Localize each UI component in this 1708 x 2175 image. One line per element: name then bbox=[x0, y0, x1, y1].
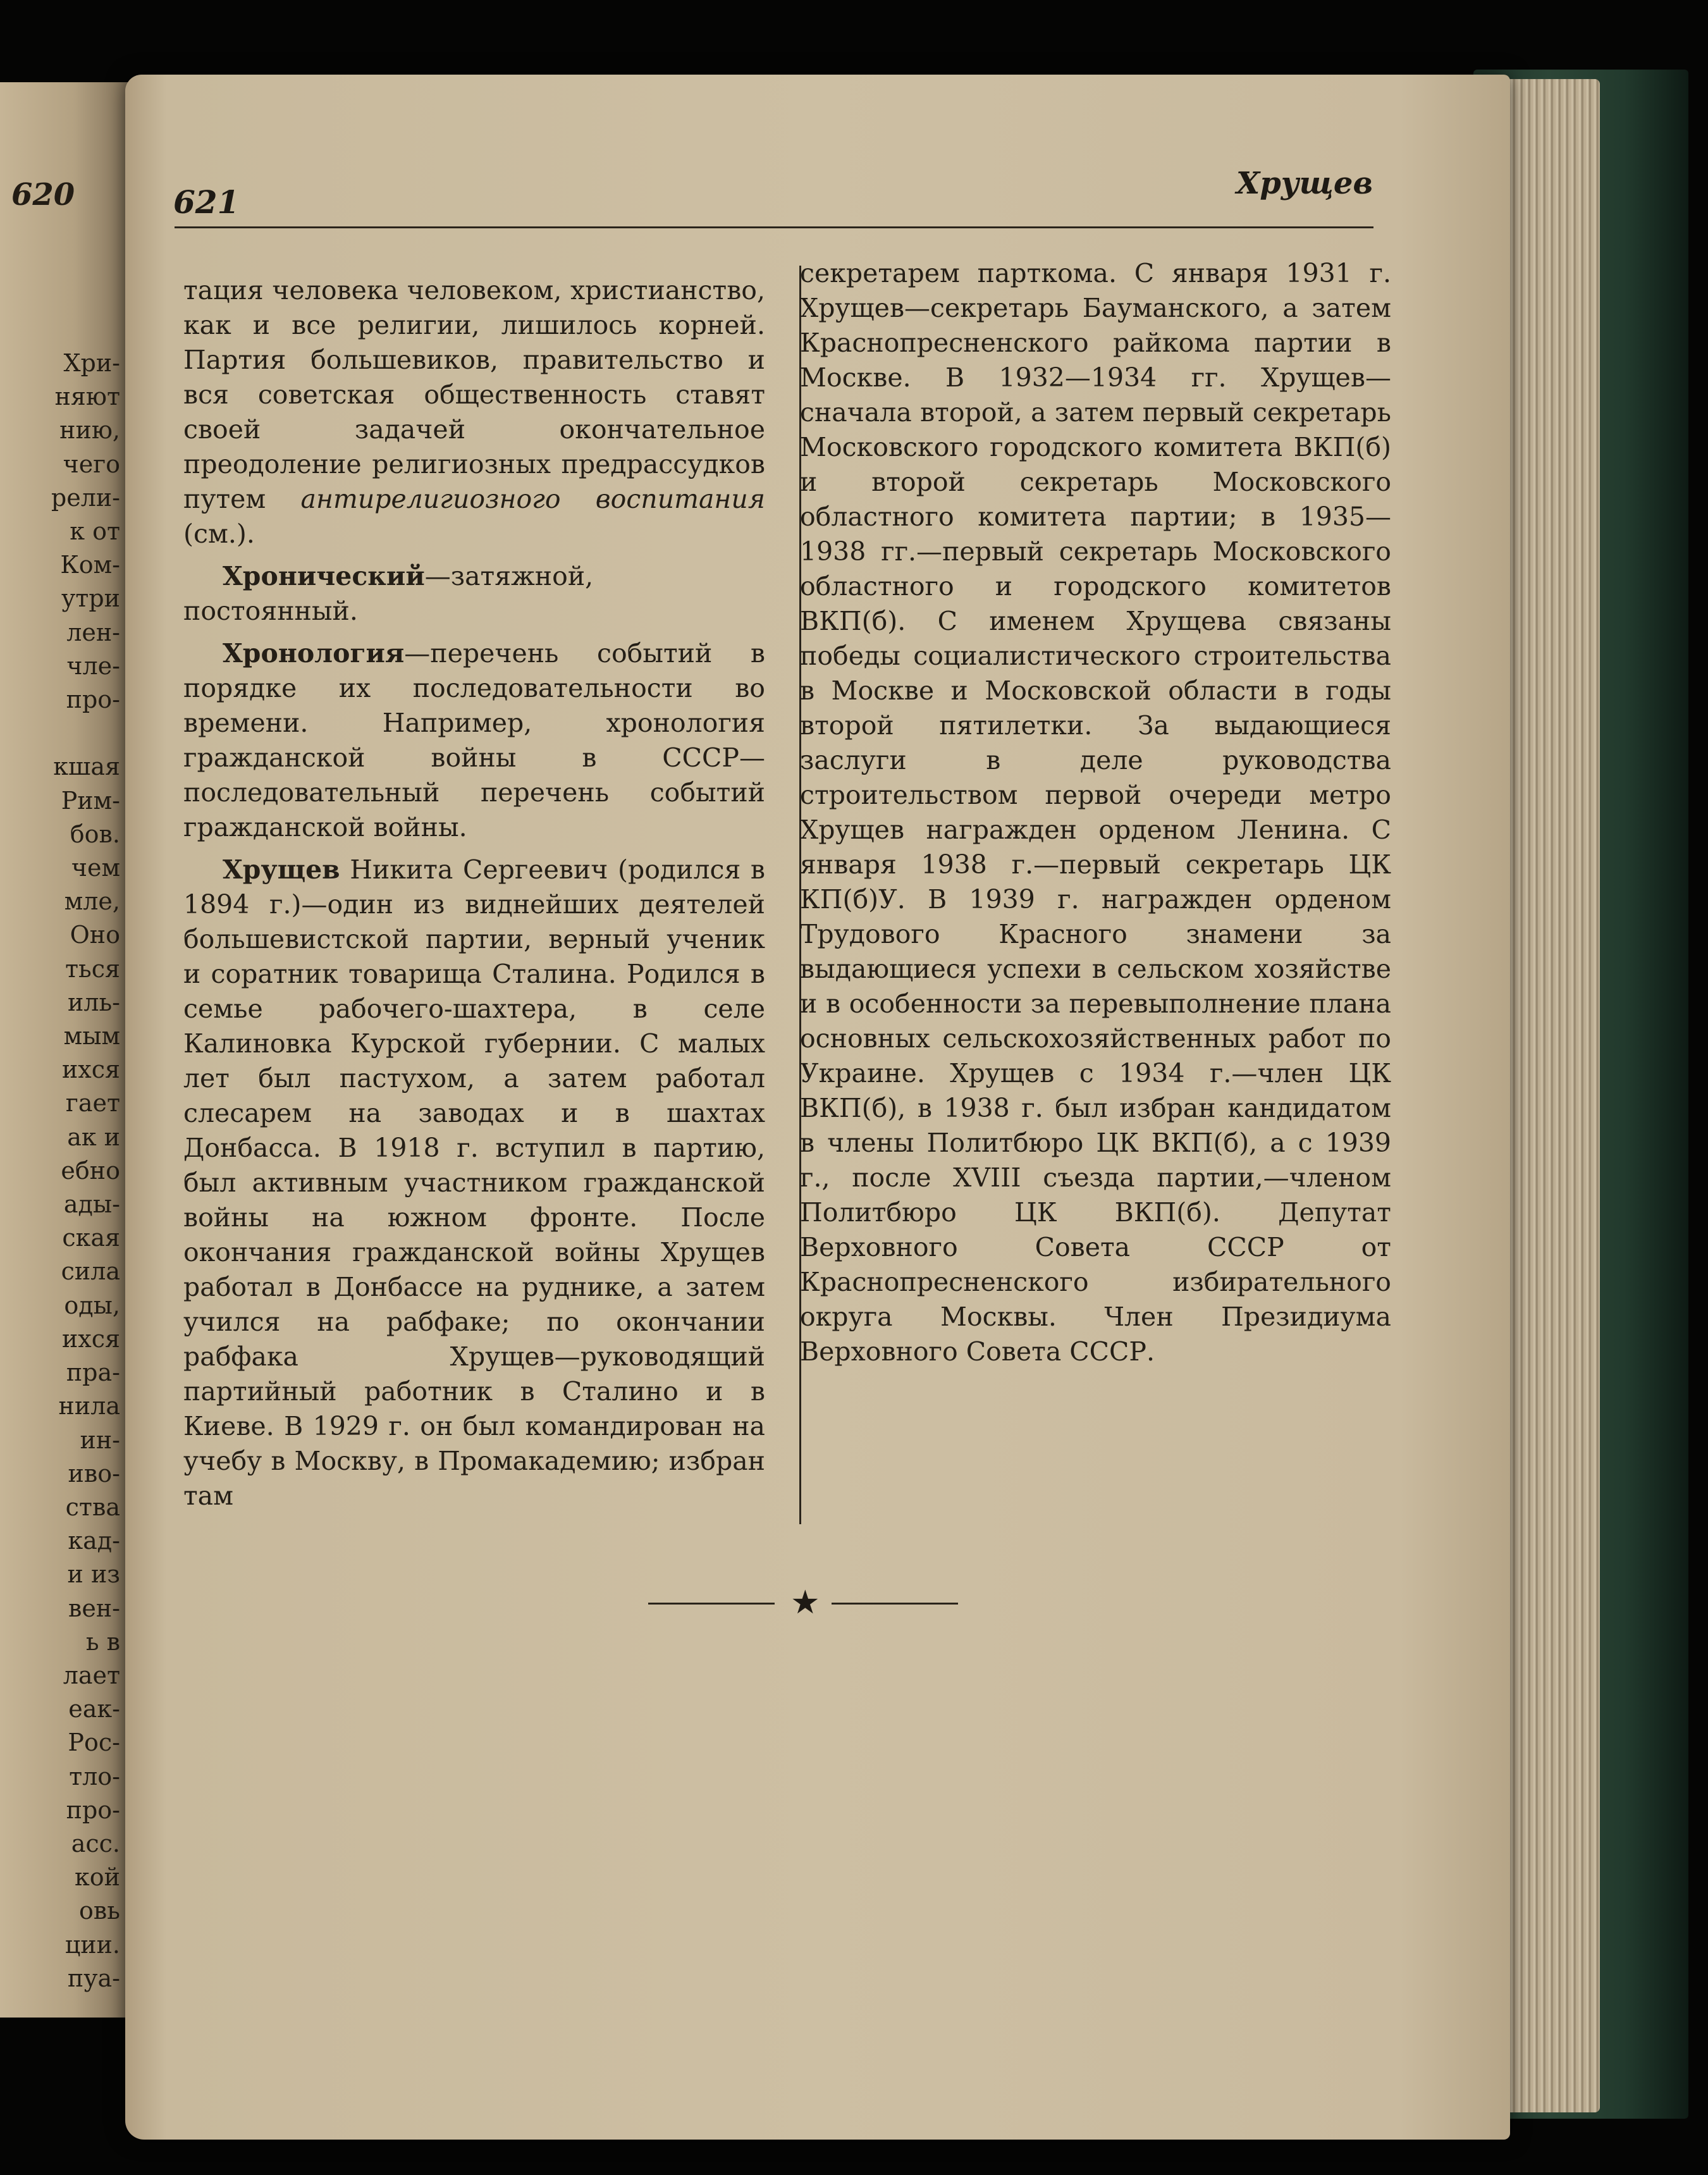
entry-khronicheskiy bbox=[183, 559, 765, 629]
previous-page-line: про- bbox=[66, 686, 120, 714]
previous-page-line: ихся bbox=[61, 1324, 120, 1353]
previous-page-line: Хри- bbox=[63, 349, 120, 377]
previous-page-line: Рим- bbox=[61, 786, 120, 815]
cross-reference: антирелигиозного воспитания bbox=[300, 484, 765, 514]
previous-page-line: ебно bbox=[61, 1156, 120, 1185]
previous-page-line: кад- bbox=[68, 1527, 120, 1555]
previous-page-line: оды, bbox=[64, 1291, 120, 1319]
page-number: 621 bbox=[173, 183, 240, 221]
previous-page-line: ихся bbox=[61, 1056, 120, 1084]
paragraph-text-end: (см.). bbox=[183, 519, 255, 549]
previous-page-line: Оно bbox=[70, 921, 120, 949]
entry-term: Хронология bbox=[223, 638, 405, 669]
previous-page-line: вен- bbox=[68, 1594, 120, 1622]
previous-page bbox=[0, 82, 134, 2018]
entry-term: Хрущев bbox=[223, 854, 340, 885]
previous-page-line: рели- bbox=[51, 483, 120, 512]
header-rule bbox=[175, 226, 1373, 228]
previous-page-line: мле, bbox=[64, 887, 120, 916]
previous-page-line: нила bbox=[58, 1392, 120, 1420]
entry-khronologiya bbox=[183, 636, 765, 845]
previous-page-line: нию, bbox=[59, 416, 120, 445]
previous-page-line: мым bbox=[63, 1022, 120, 1051]
paragraph-religion bbox=[183, 273, 765, 551]
previous-page-number: 620 bbox=[11, 177, 75, 213]
previous-page-line: ства bbox=[65, 1493, 120, 1521]
previous-page-line: чле- bbox=[66, 651, 120, 680]
previous-page-line: бов. bbox=[70, 820, 120, 848]
previous-page-line: ская bbox=[62, 1224, 120, 1252]
previous-page-line: кой bbox=[75, 1863, 120, 1892]
entry-definition: —перечень событий в порядке их последовательности во времени. Например, хронология гражданской войны в СССР—последовательный перечень событий гражданской войны. bbox=[183, 638, 765, 842]
previous-page-line: Рос- bbox=[68, 1728, 120, 1757]
previous-page-line: няют bbox=[54, 383, 120, 411]
running-head: Хрущев bbox=[1236, 166, 1373, 201]
previous-page-line: кшая bbox=[53, 753, 120, 781]
end-ornament bbox=[648, 1584, 958, 1622]
previous-page-text-fragments bbox=[0, 347, 120, 1995]
previous-page-line: тло- bbox=[69, 1762, 120, 1790]
paragraph-text: тация человека человеком, христианство, как и все религии, лишилось корней. Партия большевиков, правительство и вся советская общественность ставят своей задачей окончательное преодоление религиозных предрассудков путем bbox=[183, 275, 765, 514]
entry-definition: Никита Сергеевич (родился в 1894 г.)—один из виднейших деятелей большевистской партии, верный ученик и соратник товарища Сталина. Родился в семье рабочего-шахтера, в селе Калиновка Курской губернии. С малых лет был пастухом, а затем работал слесарем на заводах и в шахтах Донбасса. В 1918 г. вступил в партию, был активным участником гражданской войны на южном фронте. После окончания гражданской войны Хрущев работал в Донбассе на руднике, а затем учился на рабфаке; по окончании рабфака Хрущев—руководящий партийный работник в Сталино и в Киеве. В 1929 г. он был командирован на учебу в Москву, в Промакадемию; избран там bbox=[183, 854, 765, 1511]
previous-page-line: ь в bbox=[85, 1627, 120, 1656]
previous-page-line bbox=[0, 717, 120, 750]
entry-khrushchev-continued: секретарем парткома. С января 1931 г. Хрущев—секретарь Бауманского, а затем Краснопресненского райкома партии в Москве. В 1932—1934 гг. Хрущев—сначала второй, а затем первый секретарь Московского городского комитета ВКП(б) и второй секретарь Московского областного комитета партии; в 1935—1938 гг.—первый секретарь Московского областного и городского комитетов ВКП(б). С именем Хрущева связаны победы социалистического строительства в Москве и Московской области в годы второй пятилетки. За выдающиеся заслуги в деле руководства строительством первой очереди метро Хрущев награжден орденом Ленина. С января 1938 г.—первый секретарь ЦК КП(б)У. В 1939 г. награжден орденом Трудового Красного знамени за выдающиеся успехи в сельском хозяйстве и в особенности за перевыполнение плана основных сельскохозяйственных работ по Украине. Хрущев с 1934 г.—член ЦК ВКП(б), в 1938 г. был избран кандидатом в члены Политбюро ЦК ВКП(б), а с 1939 г., после XVIII съезда партии,—членом Политбюро ЦК ВКП(б). Депутат Верховного Совета СССР от Краснопресненского избирательного округа Москвы. Член Президиума Верховного Совета СССР. bbox=[800, 258, 1391, 1367]
previous-page-line: про- bbox=[66, 1796, 120, 1824]
star-icon: ★ bbox=[790, 1584, 820, 1622]
previous-page-line: утри bbox=[61, 584, 120, 613]
previous-page-line: ции. bbox=[65, 1930, 120, 1959]
previous-page-line: сила bbox=[61, 1257, 120, 1286]
previous-page-line: к от bbox=[70, 517, 120, 546]
ornament-line-left bbox=[648, 1603, 775, 1605]
previous-page-line: пуа- bbox=[67, 1964, 120, 1992]
previous-page-line: лает bbox=[63, 1661, 120, 1689]
previous-page-line: еак- bbox=[68, 1695, 120, 1723]
previous-page-line: Ком- bbox=[60, 551, 120, 579]
previous-page-line: ться bbox=[65, 954, 120, 983]
previous-page-line: ады- bbox=[63, 1190, 120, 1219]
text-column-right bbox=[800, 256, 1391, 1369]
previous-page-line: гает bbox=[65, 1089, 120, 1118]
previous-page-line: чего bbox=[63, 450, 120, 478]
previous-page-line: пра- bbox=[66, 1359, 120, 1387]
ornament-line-right bbox=[832, 1603, 958, 1605]
previous-page-line: лен- bbox=[66, 618, 120, 646]
previous-page-line: иво- bbox=[68, 1459, 120, 1488]
previous-page-line: ин- bbox=[80, 1426, 120, 1454]
entry-definition: —затяжной, постоянный. bbox=[183, 561, 594, 626]
entry-khrushchev bbox=[183, 853, 765, 1513]
previous-page-line: и из bbox=[67, 1560, 120, 1589]
entry-term: Хронический bbox=[223, 561, 425, 591]
previous-page-line: чем bbox=[71, 854, 120, 882]
previous-page-line: ак и bbox=[67, 1123, 120, 1151]
previous-page-line: овь bbox=[79, 1897, 120, 1925]
previous-page-line: иль- bbox=[68, 988, 120, 1016]
previous-page-line: асс. bbox=[71, 1829, 120, 1858]
text-column-left bbox=[183, 273, 765, 1513]
